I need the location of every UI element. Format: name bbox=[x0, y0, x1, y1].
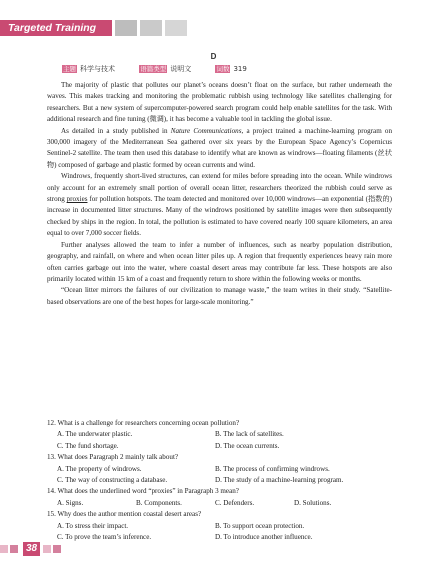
question-stem: 13. What does Paragraph 2 mainly talk about? bbox=[47, 453, 179, 462]
paragraph-2 bbox=[47, 126, 392, 172]
question-15 bbox=[47, 509, 392, 543]
footer-decoration-square bbox=[43, 545, 51, 553]
passage-meta bbox=[62, 65, 247, 74]
option-c[interactable]: C. To prove the team’s inference. bbox=[57, 533, 152, 542]
option-a[interactable]: A. To stress their impact. bbox=[57, 521, 129, 530]
paragraph-1: The majority of plastic that pollutes our planet’s oceans doesn’t float on the surface, but rather underneath the waves. This makes tracking and monitoring the problematic rubbish using technology like satellites challenging for researchers. But a new system of supercomputer-powered search program could help enable satellites for the task. With additional research and fine tuning (微调), it has become a valuable tool in tackling the global issue. bbox=[47, 81, 392, 124]
page-footer bbox=[0, 542, 63, 556]
option-d[interactable]: D. The study of a machine-learning program. bbox=[215, 476, 344, 485]
banner-decoration-block bbox=[165, 20, 187, 36]
paragraph-2-text-a: As detailed in a study published in bbox=[61, 126, 171, 135]
question-13 bbox=[47, 452, 392, 486]
option-b[interactable]: B. The lack of satellites. bbox=[215, 430, 284, 439]
banner-decoration-block bbox=[140, 20, 162, 36]
question-stem: 15. Why does the author mention coastal desert areas? bbox=[47, 510, 202, 519]
meta-type bbox=[139, 65, 191, 73]
option-list bbox=[47, 464, 392, 487]
question-stem: 12. What is a challenge for researchers concerning ocean pollution? bbox=[47, 419, 240, 427]
banner-title: Targeted Training bbox=[0, 20, 112, 36]
page-number: 38 bbox=[23, 542, 40, 556]
option-c[interactable]: C. The fund shortage. bbox=[57, 441, 119, 450]
underlined-word: proxies bbox=[66, 195, 88, 204]
paragraph-3 bbox=[47, 171, 392, 239]
article-body bbox=[47, 80, 392, 308]
question-stem: 14. What does the underlined word “proxies” in Paragraph 3 mean? bbox=[47, 487, 239, 496]
option-a[interactable]: A. Signs. bbox=[57, 498, 84, 507]
option-d[interactable]: D. The ocean currents. bbox=[215, 441, 280, 450]
paragraph-5: “Ocean litter mirrors the failures of our civilization to manage waste,” the team writes in their study. “Satellite-based observations are one of the best hopes for large-scale monitoring.” bbox=[47, 286, 392, 306]
option-a[interactable]: A. The underwater plastic. bbox=[57, 430, 133, 439]
journal-name: Nature Communications bbox=[170, 126, 242, 135]
paragraph-4: Further analyses allowed the team to infer a number of influences, such as nearby population distribution, geography, and rainfall, on where and when ocean litter piles up. A region that frequently experiences heavy rain more often carries garbage out into the water, where coastal desert areas may contribute far less. These hotspots are also primarily located within 15 km of a coast and frequently return to shore within the following weeks or months. bbox=[47, 240, 392, 283]
paragraph-2-text-b: , a project trained a machine-learning program on 300,000 imagery of the Mediterranean Sea gathered over six years by the European Space Agency’s Copernicus Sentinel-2 satellite. The team then used this database to identify what are known as windrows—floating filaments (丝状物) composed of garbage and plastic formed by ocean currents and wind. bbox=[47, 126, 392, 169]
option-a[interactable]: A. The property of windrows. bbox=[57, 464, 142, 473]
type-tag: 语篇类型 bbox=[140, 65, 167, 73]
words-value: 319 bbox=[233, 65, 247, 73]
passage-letter: D bbox=[210, 52, 217, 61]
paragraph-3-text-a: Windrows, frequently short-lived structures, can extend for miles before spreading into the ocean. While windrows only account for an extremely small portion of overall ocean litter, researchers theorized the rubbish could serve as strong bbox=[47, 172, 392, 204]
words-tag: 词数 bbox=[216, 65, 230, 73]
banner-decoration-block bbox=[115, 20, 137, 36]
option-list bbox=[47, 498, 392, 509]
meta-words bbox=[215, 65, 246, 73]
option-b[interactable]: B. The process of confirming windrows. bbox=[215, 464, 330, 473]
question-list bbox=[47, 418, 392, 543]
topic-tag: 主题 bbox=[63, 65, 76, 73]
section-banner bbox=[0, 20, 189, 36]
topic-value: 科学与技术 bbox=[80, 65, 115, 73]
option-c[interactable]: C. Defenders. bbox=[215, 498, 255, 507]
footer-decoration-square bbox=[10, 545, 18, 553]
question-14 bbox=[47, 486, 392, 509]
option-b[interactable]: B. Components. bbox=[136, 498, 182, 507]
footer-decoration-square bbox=[53, 545, 61, 553]
option-d[interactable]: D. To introduce another influence. bbox=[215, 533, 313, 542]
meta-topic bbox=[62, 65, 115, 73]
paragraph-3-text-b: for pollution hotspots. The team detected and monitored over 10,000 windrows—an exponential (指数的) increase in documented litter structures. Many of the windrows positioned by satellite images were then subsequently checked by ships in the region. In total, the pollution is estimated to have covered nearly 100 square kilometers, an area equal to over 7,000 soccer fields. bbox=[47, 195, 392, 238]
option-b[interactable]: B. To support ocean protection. bbox=[215, 521, 305, 530]
option-d[interactable]: D. Solutions. bbox=[294, 498, 332, 507]
option-list bbox=[47, 521, 392, 544]
footer-decoration-square bbox=[0, 545, 8, 553]
question-12 bbox=[47, 418, 392, 452]
type-value: 说明文 bbox=[170, 65, 192, 73]
option-list bbox=[47, 429, 392, 452]
option-c[interactable]: C. The way of constructing a database. bbox=[57, 476, 168, 485]
